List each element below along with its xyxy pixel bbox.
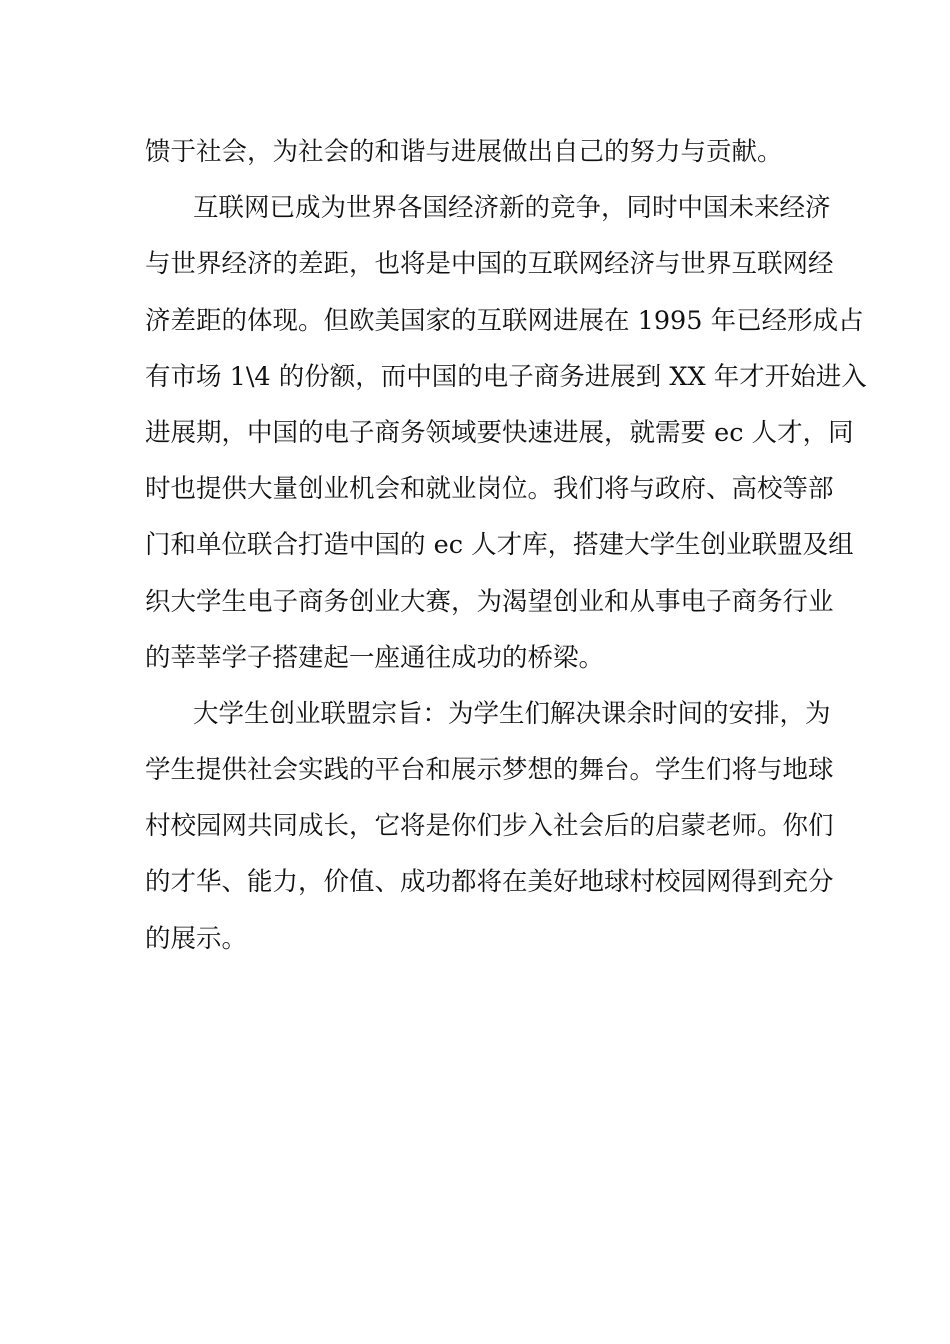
paragraph-line: 织大学生电子商务创业大赛，为渴望创业和从事电子商务行业: [145, 586, 834, 617]
paragraph-line: 时也提供大量创业机会和就业岗位。我们将与政府、高校等部: [145, 474, 834, 505]
paragraph-line: 济差距的体现。但欧美国家的互联网进展在 1995 年已经形成占: [145, 305, 864, 336]
paragraph-line: 与世界经济的差距，也将是中国的互联网经济与世界互联网经: [145, 249, 834, 280]
paragraph-line: 有市场 1\4 的份额，而中国的电子商务进展到 XX 年才开始进入: [145, 361, 867, 392]
document-body: [145, 128, 867, 971]
paragraph-3: [145, 690, 834, 971]
paragraph-line: 学生提供社会实践的平台和展示梦想的舞台。学生们将与地球: [145, 755, 834, 786]
paragraph-line: 进展期，中国的电子商务领域要快速进展，就需要 ec 人才，同: [145, 417, 854, 448]
paragraph-line: 的展示。: [145, 923, 248, 954]
paragraph-2: [145, 184, 867, 690]
paragraph-line: 馈于社会，为社会的和谐与进展做出自己的努力与贡献。: [145, 137, 783, 167]
paragraph-line: 村校园网共同成长，它将是你们步入社会后的启蒙老师。你们: [145, 811, 834, 842]
paragraph-line: 互联网已成为世界各国经济新的竞争，同时中国未来经济: [193, 193, 831, 224]
paragraph-line: 的莘莘学子搭建起一座通往成功的桥梁。: [145, 642, 605, 673]
paragraph-1: [145, 128, 810, 184]
paragraph-line: 门和单位联合打造中国的 ec 人才库，搭建大学生创业联盟及组: [145, 530, 854, 561]
paragraph-line: 大学生创业联盟宗旨：为学生们解决课余时间的安排，为: [193, 698, 831, 729]
paragraph-line: 的才华、能力，价值、成功都将在美好地球村校园网得到充分: [145, 867, 834, 898]
